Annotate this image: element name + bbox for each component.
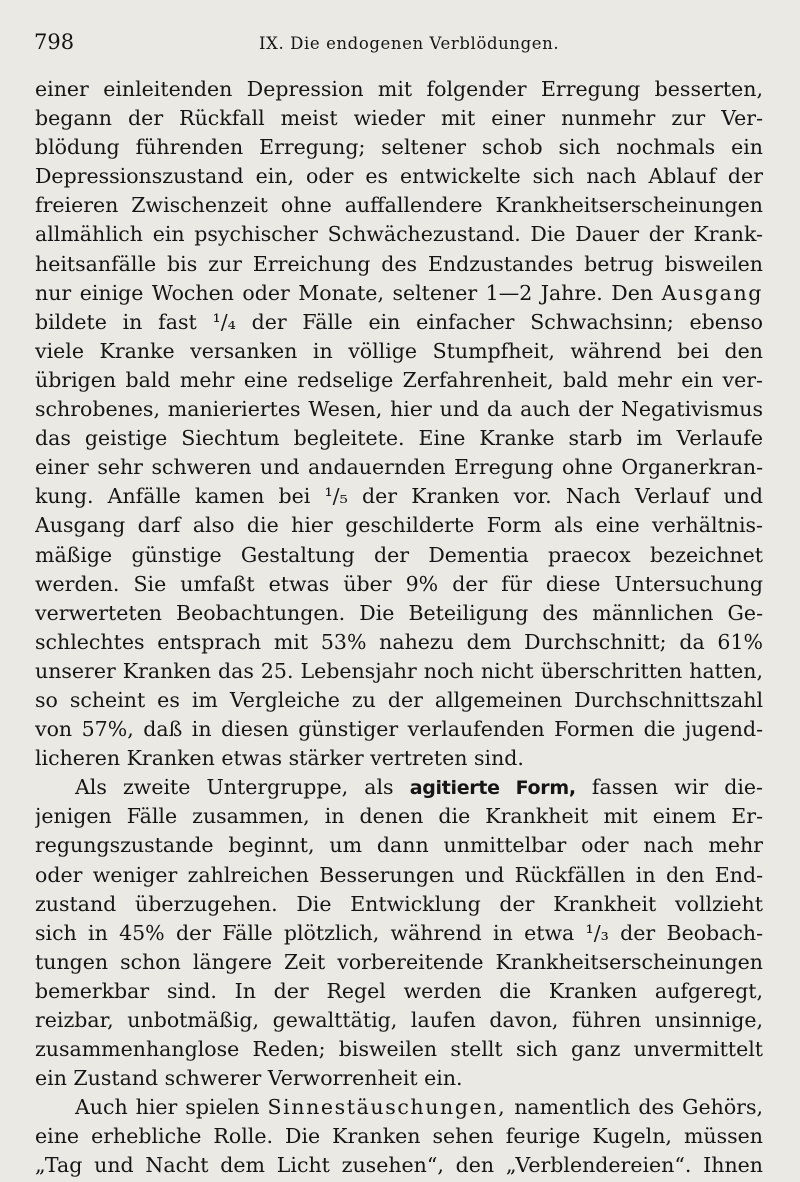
text-line: verwerteten Beobachtungen. Die Beteiligung des männlichen Ge- — [35, 600, 763, 625]
text-line: regungszustande beginnt, um dann unmittelbar oder nach mehr — [35, 833, 763, 858]
text-line: allmählich ein psychischer Schwächezustand. Die Dauer der Krank- — [35, 222, 763, 247]
spaced-emphasis: Sinnestäuschungen, — [267, 1095, 507, 1120]
text-line: mäßige günstige Gestaltung der Dementia praecox bezeichnet — [35, 542, 763, 567]
text-line: Ausgang darf also die hier geschilderte Form als eine verhältnis- — [35, 513, 763, 538]
paragraph-first-line: Als zweite Untergruppe, als agitierte Form, fassen wir die- — [75, 775, 763, 800]
text-line: unserer Kranken das 25. Lebensjahr noch nicht überschritten hatten, — [35, 658, 763, 683]
text-line: so scheint es im Vergleiche zu der allgemeinen Durchschnittszahl — [35, 687, 763, 712]
text-line: viele Kranke versanken in völlige Stumpfheit, während bei den — [35, 338, 763, 363]
text-line: sich in 45% der Fälle plötzlich, während in etwa ¹/₃ der Beobach- — [35, 920, 763, 945]
text-line: eine erhebliche Rolle. Die Kranken sehen feurige Kugeln, müssen — [35, 1124, 763, 1149]
text-line: nur einige Wochen oder Monate, seltener 1—2 Jahre. Den Ausgang — [35, 280, 763, 305]
text-line: von 57%, daß in diesen günstiger verlaufenden Formen die jugend- — [35, 717, 763, 742]
running-head: IX. Die endogenen Verblödungen. — [259, 34, 560, 53]
text-line: „Tag und Nacht dem Licht zusehen“, den „Verblendereien“. Ihnen — [35, 1153, 763, 1178]
text-line: einer sehr schweren und andauernden Erregung ohne Organerkran- — [35, 455, 763, 480]
text-line: bemerkbar sind. In der Regel werden die Kranken aufgeregt, — [35, 978, 763, 1003]
spaced-emphasis: Ausgang — [661, 280, 763, 305]
text-line: zustand überzugehen. Die Entwicklung der Krankheit vollzieht — [35, 891, 763, 916]
text-line: zusammenhanglose Reden; bisweilen stellt sich ganz unvermittelt — [35, 1037, 763, 1062]
text-line: begann der Rückfall meist wieder mit einer nunmehr zur Ver- — [35, 106, 763, 131]
text-line: jenigen Fälle zusammen, in denen die Krankheit mit einem Er- — [35, 804, 763, 829]
paragraph-last-line: ein Zustand schwerer Verworrenheit ein. — [35, 1066, 463, 1091]
page-header — [34, 30, 764, 60]
page-number: 798 — [34, 30, 75, 54]
text-line: bildete in fast ¹/₄ der Fälle ein einfacher Schwachsinn; ebenso — [35, 309, 763, 334]
text-line: tungen schon längere Zeit vorbereitende Krankheitserscheinungen — [35, 949, 763, 974]
text-line: blödung führenden Erregung; seltener schob sich nochmals ein — [35, 135, 763, 160]
text-line: übrigen bald mehr eine redselige Zerfahrenheit, bald mehr ein ver- — [35, 367, 763, 392]
bold-heading-term: agitierte Form, — [409, 777, 576, 800]
text-line: kung. Anfälle kamen bei ¹/₅ der Kranken vor. Nach Verlauf und — [35, 484, 763, 509]
text-line: das geistige Siechtum begleitete. Eine Kranke starb im Verlaufe — [35, 426, 763, 451]
paragraph-first-line: Auch hier spielen Sinnestäuschungen, namentlich des Gehörs, — [75, 1095, 763, 1120]
text-line: einer einleitenden Depression mit folgender Erregung besserten, — [35, 77, 763, 101]
text-line: freieren Zwischenzeit ohne auffallendere Krankheitserscheinungen — [35, 193, 763, 218]
text-line: schrobenes, manieriertes Wesen, hier und da auch der Negativismus — [35, 397, 763, 422]
text-line: werden. Sie umfaßt etwas über 9% der für diese Untersuchung — [35, 571, 763, 596]
text-line: oder weniger zahlreichen Besserungen und Rückfällen in den End- — [35, 862, 763, 887]
text-line: Depressionszustand ein, oder es entwickelte sich nach Ablauf der — [35, 164, 763, 189]
text-line: reizbar, unbotmäßig, gewalttätig, laufen davon, führen unsinnige, — [35, 1008, 763, 1032]
paragraph-last-line: licheren Kranken etwas stärker vertreten sind. — [35, 746, 524, 771]
text-line: heitsanfälle bis zur Erreichung des Endzustandes betrug bisweilen — [35, 251, 763, 276]
text-line: schlechtes entsprach mit 53% nahezu dem Durchschnitt; da 61% — [35, 629, 763, 654]
body-text — [35, 75, 763, 1181]
